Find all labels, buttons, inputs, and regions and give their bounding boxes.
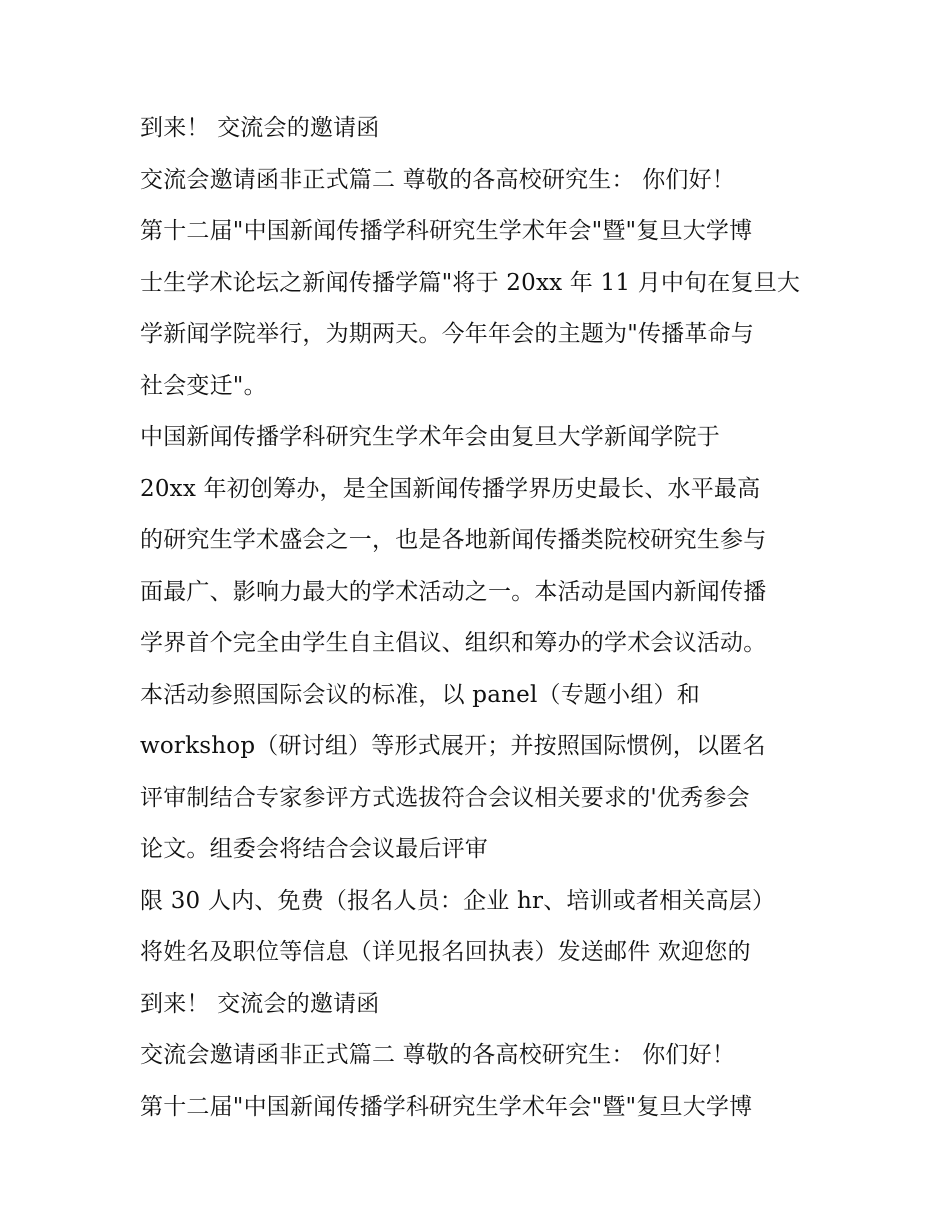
text-line: 评审制结合专家参评方式选拔符合会议相关要求的'优秀参会 — [140, 784, 750, 811]
text-line: 第十二届"中国新闻传播学科研究生学术年会"暨"复旦大学博 — [140, 1093, 753, 1120]
text-line: 面最广、影响力最大的学术活动之一。本活动是国内新闻传播 — [140, 578, 767, 605]
text-line: 交流会邀请函非正式篇二 尊敬的各高校研究生： 你们好！ — [140, 166, 736, 193]
text-line: 将姓名及职位等信息（详见报名回执表）发送邮件 欢迎您的 — [140, 939, 751, 965]
text-line: 中国新闻传播学科研究生学术年会由复旦大学新闻学院于 — [140, 424, 720, 450]
text-line: 第十二届"中国新闻传播学科研究生学术年会"暨"复旦大学博 — [140, 218, 753, 244]
text-line: workshop（研讨组）等形式展开；并按照国际惯例，以匿名 — [140, 733, 766, 759]
text-line: 本活动参照国际会议的标准，以 panel（专题小组）和 — [140, 681, 700, 708]
text-line: 20xx 年初创筹办，是全国新闻传播学界历史最长、水平最高 — [140, 475, 761, 502]
text-line: 到来！ 交流会的邀请函 — [140, 990, 380, 1017]
text-line: 论文。组委会将结合会议最后评审 — [140, 836, 488, 862]
document-text-body — [140, 103, 840, 1133]
text-line: 限 30 人内、免费（报名人员：企业 hr、培训或者相关高层） — [140, 887, 776, 914]
text-line: 交流会邀请函非正式篇二 尊敬的各高校研究生： 你们好！ — [140, 1042, 736, 1068]
text-line: 社会变迁"。 — [140, 372, 267, 399]
text-line: 学新闻学院举行，为期两天。今年年会的主题为"传播革命与 — [140, 321, 754, 347]
text-line: 学界首个完全由学生自主倡议、组织和筹办的学术会议活动。 — [140, 630, 767, 656]
text-line: 的研究生学术盛会之一，也是各地新闻传播类院校研究生参与 — [140, 527, 767, 553]
text-line: 到来！ 交流会的邀请函 — [140, 115, 380, 141]
text-line: 士生学术论坛之新闻传播学篇"将于 20xx 年 11 月中旬在复旦大 — [140, 269, 801, 296]
